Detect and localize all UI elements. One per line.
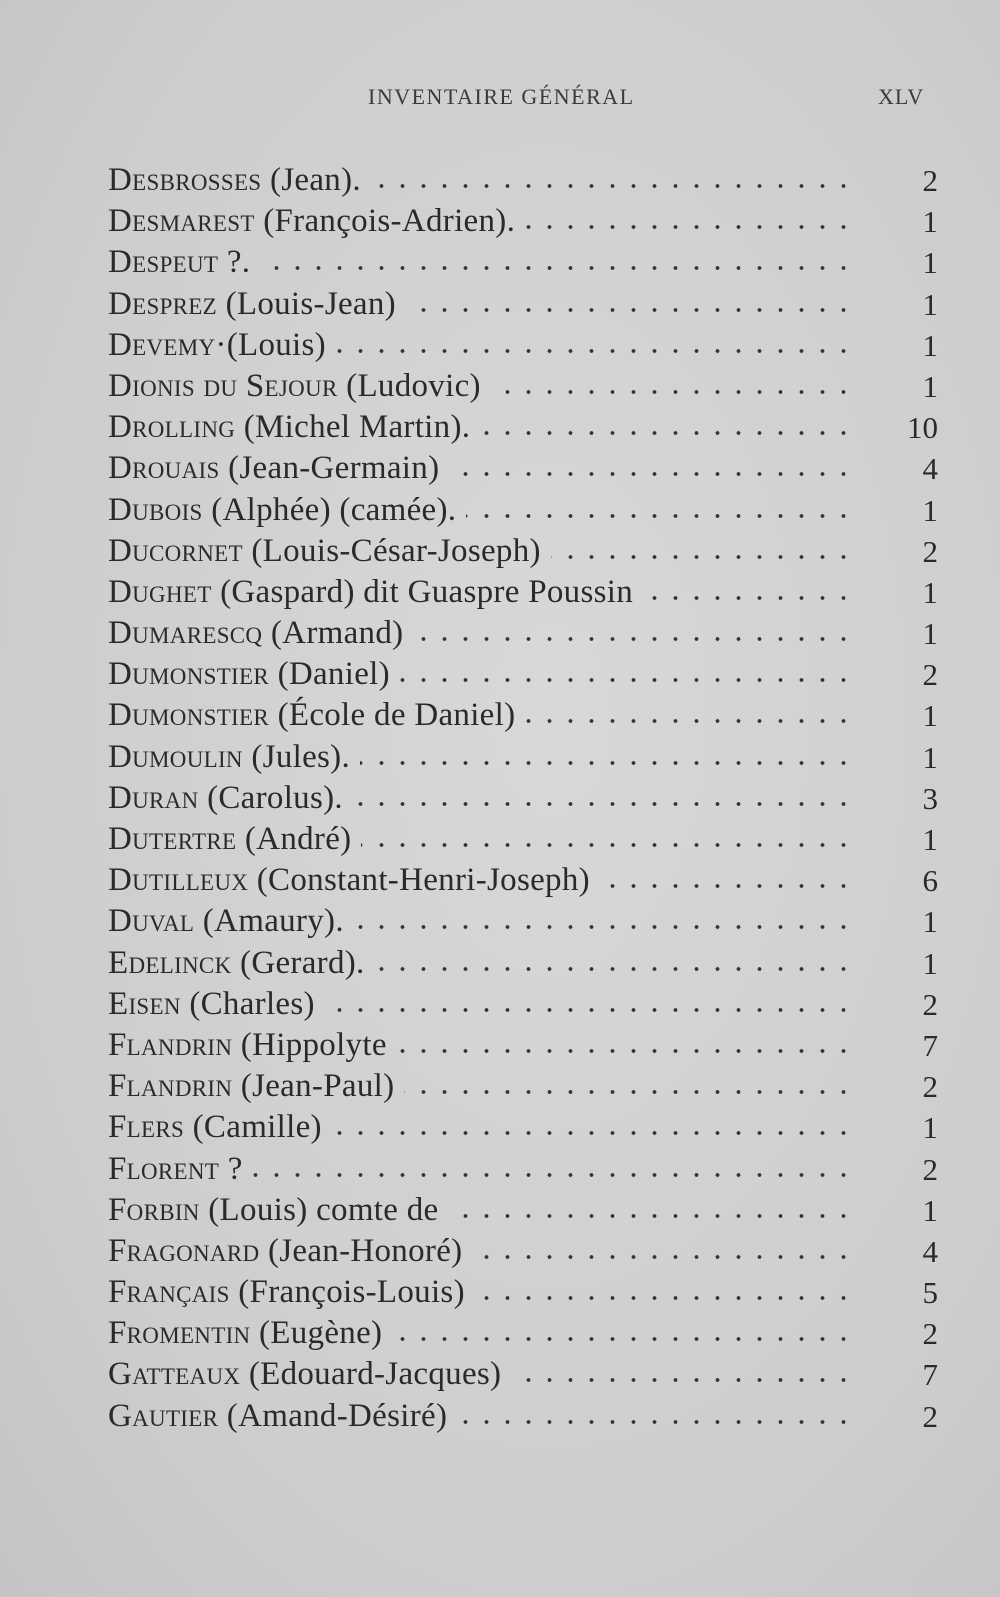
- dot-leader: [397, 1049, 854, 1053]
- work-count: 10: [907, 410, 938, 446]
- dot-leader: [353, 802, 854, 806]
- work-count: 1: [922, 739, 938, 775]
- artist-entry-text: [108, 654, 390, 695]
- work-count: 4: [922, 451, 938, 487]
- work-count: 1: [922, 1110, 938, 1146]
- dot-leader: [491, 390, 854, 394]
- dot-leader: [525, 719, 854, 723]
- artist-entry-text: [108, 943, 365, 984]
- dot-leader: [360, 761, 854, 765]
- artist-entry-text: [108, 613, 403, 654]
- artist-surname: Fromentin: [108, 1315, 251, 1352]
- work-count: 2: [922, 1398, 938, 1434]
- inventory-entry: [108, 201, 938, 242]
- artist-entry-text: [108, 1107, 322, 1148]
- artist-entry-text: [108, 325, 326, 366]
- work-count: 1: [922, 492, 938, 528]
- artist-entry-text: [108, 407, 470, 448]
- artist-detail: (Ludovic): [337, 367, 481, 404]
- artist-surname: Forbin: [108, 1191, 200, 1228]
- artist-surname: Dumonstier: [108, 656, 270, 693]
- inventory-entry: [108, 572, 938, 613]
- dot-leader: [354, 925, 854, 929]
- work-count: 1: [922, 286, 938, 322]
- artist-surname: Desprez: [108, 285, 218, 322]
- dot-leader: [404, 1090, 854, 1094]
- artist-surname: Despeut: [108, 244, 219, 281]
- artist-entry-text: [108, 901, 344, 942]
- artist-surname: Fragonard: [108, 1232, 260, 1269]
- artist-detail: (Gaspard) dit Guaspre Poussin: [211, 573, 633, 610]
- dot-leader: [371, 184, 854, 188]
- artist-surname: Dughet: [108, 573, 212, 610]
- inventory-entry: [108, 448, 938, 489]
- artist-entry-text: [108, 1231, 462, 1272]
- dot-leader: [449, 472, 854, 476]
- artist-detail: (Jean).: [261, 162, 361, 198]
- dot-leader: [525, 225, 854, 229]
- dot-leader: [392, 1337, 854, 1341]
- dot-leader: [375, 967, 854, 971]
- artist-surname: Dutertre: [108, 821, 237, 857]
- inventory-entry: [108, 1272, 938, 1313]
- artist-surname: Drolling: [108, 409, 236, 446]
- inventory-entry: [108, 1313, 938, 1354]
- artist-entry-text: [108, 1313, 382, 1354]
- artist-entry-text: [108, 695, 515, 736]
- artist-detail: (Carolus).: [198, 779, 343, 816]
- work-count: 1: [922, 698, 938, 734]
- artist-entry-text: [108, 1066, 394, 1107]
- inventory-entry: [108, 695, 938, 736]
- work-count: 5: [922, 1275, 938, 1311]
- inventory-entry: [108, 1107, 938, 1148]
- artist-entry-text: [108, 201, 515, 242]
- work-count: 2: [922, 163, 938, 198]
- artist-entry-text: [108, 490, 456, 531]
- artist-detail: (Alphée) (camée).: [202, 491, 457, 528]
- work-count: 2: [922, 1069, 938, 1105]
- artist-surname: Gatteaux: [108, 1356, 241, 1393]
- artist-detail: (Amand-Désiré): [218, 1397, 448, 1434]
- work-count: 1: [922, 368, 938, 404]
- artist-detail: (Armand): [262, 615, 404, 652]
- artist-entry-text: [108, 1190, 439, 1231]
- artist-detail: (Jean-Germain): [219, 450, 440, 487]
- artist-detail: (François-Adrien).: [254, 203, 516, 240]
- inventory-entry: [108, 490, 938, 531]
- dot-leader: [472, 1255, 854, 1259]
- inventory-entry: [108, 984, 938, 1025]
- dot-leader: [480, 431, 854, 435]
- work-count: 1: [922, 616, 938, 652]
- inventory-entry: [108, 531, 938, 572]
- inventory-entry: [108, 778, 938, 819]
- work-count: 2: [922, 533, 938, 569]
- work-count: 1: [922, 822, 938, 857]
- artist-detail: (Michel Martin).: [235, 409, 471, 446]
- artist-detail: ?.: [218, 244, 251, 281]
- artist-surname: Dubois: [108, 491, 203, 528]
- inventory-entry: [108, 819, 938, 860]
- artist-surname: Flers: [108, 1109, 185, 1146]
- artist-entry-text: [108, 737, 350, 778]
- artist-surname: Dumarescq: [108, 615, 263, 652]
- dot-leader: [406, 308, 854, 312]
- artist-detail: (François-Louis): [229, 1274, 465, 1311]
- page-header: [0, 84, 1000, 114]
- inventory-entry: [108, 284, 938, 325]
- artist-detail: (École de Daniel): [269, 697, 516, 734]
- artist-detail: (Eugène): [250, 1315, 383, 1352]
- artist-detail: (Camille): [184, 1109, 322, 1146]
- artist-entry-text: [108, 531, 541, 572]
- inventory-entry: [108, 407, 938, 448]
- artist-surname: Eisen: [108, 985, 181, 1022]
- inventory-entry: [108, 1066, 938, 1107]
- artist-surname: Flandrin: [108, 1026, 233, 1063]
- dot-leader: [260, 266, 854, 270]
- work-count: 1: [922, 327, 938, 363]
- artist-detail: (Louis) comte de: [199, 1191, 439, 1228]
- inventory-list: [108, 160, 938, 1437]
- artist-detail: (Gerard).: [231, 944, 365, 981]
- work-count: 7: [922, 1357, 938, 1393]
- artist-surname: Dumonstier: [108, 697, 270, 734]
- inventory-entry: [108, 943, 938, 984]
- artist-surname: Desbrosses: [108, 162, 262, 198]
- running-title: INVENTAIRE GÉNÉRAL: [368, 84, 635, 109]
- artist-surname: Dutilleux: [108, 862, 249, 899]
- artist-entry-text: [108, 160, 361, 201]
- work-count: 1: [922, 204, 938, 240]
- work-count: 4: [922, 1233, 938, 1269]
- work-count: 2: [922, 1151, 938, 1187]
- dot-leader: [449, 1214, 854, 1218]
- inventory-entry: [108, 325, 938, 366]
- work-count: 2: [922, 657, 938, 693]
- artist-entry-text: [108, 984, 315, 1025]
- artist-entry-text: [108, 819, 351, 860]
- artist-detail: (Daniel): [269, 656, 390, 693]
- inventory-entry: [108, 1149, 938, 1190]
- artist-surname: Dumoulin: [108, 738, 243, 775]
- artist-surname: Gautier: [108, 1397, 219, 1434]
- artist-surname: Flandrin: [108, 1068, 233, 1105]
- artist-entry-text: [108, 1025, 387, 1066]
- artist-surname: Dionis du Sejour: [108, 367, 338, 404]
- artist-entry-text: [108, 1149, 243, 1190]
- work-count: 2: [922, 1316, 938, 1352]
- artist-surname: Français: [108, 1274, 230, 1311]
- artist-detail: (Louis-Jean): [217, 285, 396, 322]
- inventory-entry: [108, 1190, 938, 1231]
- artist-detail: (André): [236, 821, 352, 857]
- dot-leader: [361, 843, 854, 847]
- dot-leader: [457, 1420, 854, 1424]
- artist-surname: Ducornet: [108, 532, 243, 569]
- artist-entry-text: [108, 1396, 447, 1437]
- inventory-entry: [108, 366, 938, 407]
- work-count: 3: [922, 780, 938, 816]
- artist-detail: (Louis-César-Joseph): [242, 532, 541, 569]
- artist-surname: Duran: [108, 779, 199, 816]
- inventory-entry: [108, 901, 938, 942]
- work-count: 1: [922, 945, 938, 981]
- artist-entry-text: [108, 1354, 501, 1395]
- work-count: 1: [922, 1192, 938, 1228]
- inventory-entry: [108, 613, 938, 654]
- artist-detail: (Edouard-Jacques): [240, 1356, 502, 1393]
- inventory-entry: [108, 242, 938, 283]
- inventory-entry: [108, 1231, 938, 1272]
- dot-leader: [325, 1008, 854, 1012]
- inventory-entry: [108, 1396, 938, 1437]
- artist-detail: ?: [219, 1150, 243, 1187]
- artist-surname: Duval: [108, 903, 195, 940]
- dot-leader: [332, 1131, 854, 1135]
- artist-detail: (Jean-Paul): [232, 1068, 395, 1105]
- artist-detail: (Hippolyte: [232, 1026, 387, 1063]
- dot-leader: [400, 678, 854, 682]
- artist-entry-text: [108, 860, 590, 901]
- inventory-entry: [108, 1025, 938, 1066]
- work-count: 1: [922, 904, 938, 940]
- artist-detail: (Constant-Henri-Joseph): [248, 862, 590, 899]
- dot-leader: [475, 1296, 854, 1300]
- dot-leader: [413, 637, 854, 641]
- work-count: 2: [922, 986, 938, 1022]
- artist-entry-text: [108, 572, 633, 613]
- artist-surname: Drouais: [108, 450, 220, 487]
- dot-leader: [466, 514, 854, 518]
- artist-entry-text: [108, 284, 396, 325]
- work-count: 1: [922, 245, 938, 281]
- dot-leader: [336, 349, 854, 353]
- work-count: 6: [922, 863, 938, 899]
- artist-detail: ·(Louis): [215, 326, 326, 363]
- artist-surname: Edelinck: [108, 944, 232, 981]
- dot-leader: [511, 1378, 854, 1382]
- artist-detail: (Charles): [180, 985, 315, 1022]
- artist-entry-text: [108, 448, 439, 489]
- artist-surname: Devemy: [108, 326, 216, 363]
- inventory-entry: [108, 160, 938, 201]
- dot-leader: [600, 884, 854, 888]
- inventory-entry: [108, 1354, 938, 1395]
- artist-detail: (Amaury).: [194, 903, 344, 940]
- artist-surname: Desmarest: [108, 203, 255, 240]
- artist-detail: (Jules).: [242, 738, 351, 775]
- artist-entry-text: [108, 242, 250, 283]
- artist-entry-text: [108, 366, 481, 407]
- artist-surname: Florent: [108, 1150, 220, 1187]
- work-count: 1: [922, 574, 938, 610]
- dot-leader: [551, 555, 854, 559]
- inventory-entry: [108, 860, 938, 901]
- artist-detail: (Jean-Honoré): [259, 1232, 463, 1269]
- inventory-entry: [108, 654, 938, 695]
- page-number: XLV: [878, 84, 925, 109]
- work-count: 7: [922, 1027, 938, 1063]
- artist-entry-text: [108, 1272, 465, 1313]
- artist-entry-text: [108, 778, 343, 819]
- dot-leader: [643, 596, 854, 600]
- dot-leader: [253, 1173, 854, 1177]
- inventory-entry: [108, 737, 938, 778]
